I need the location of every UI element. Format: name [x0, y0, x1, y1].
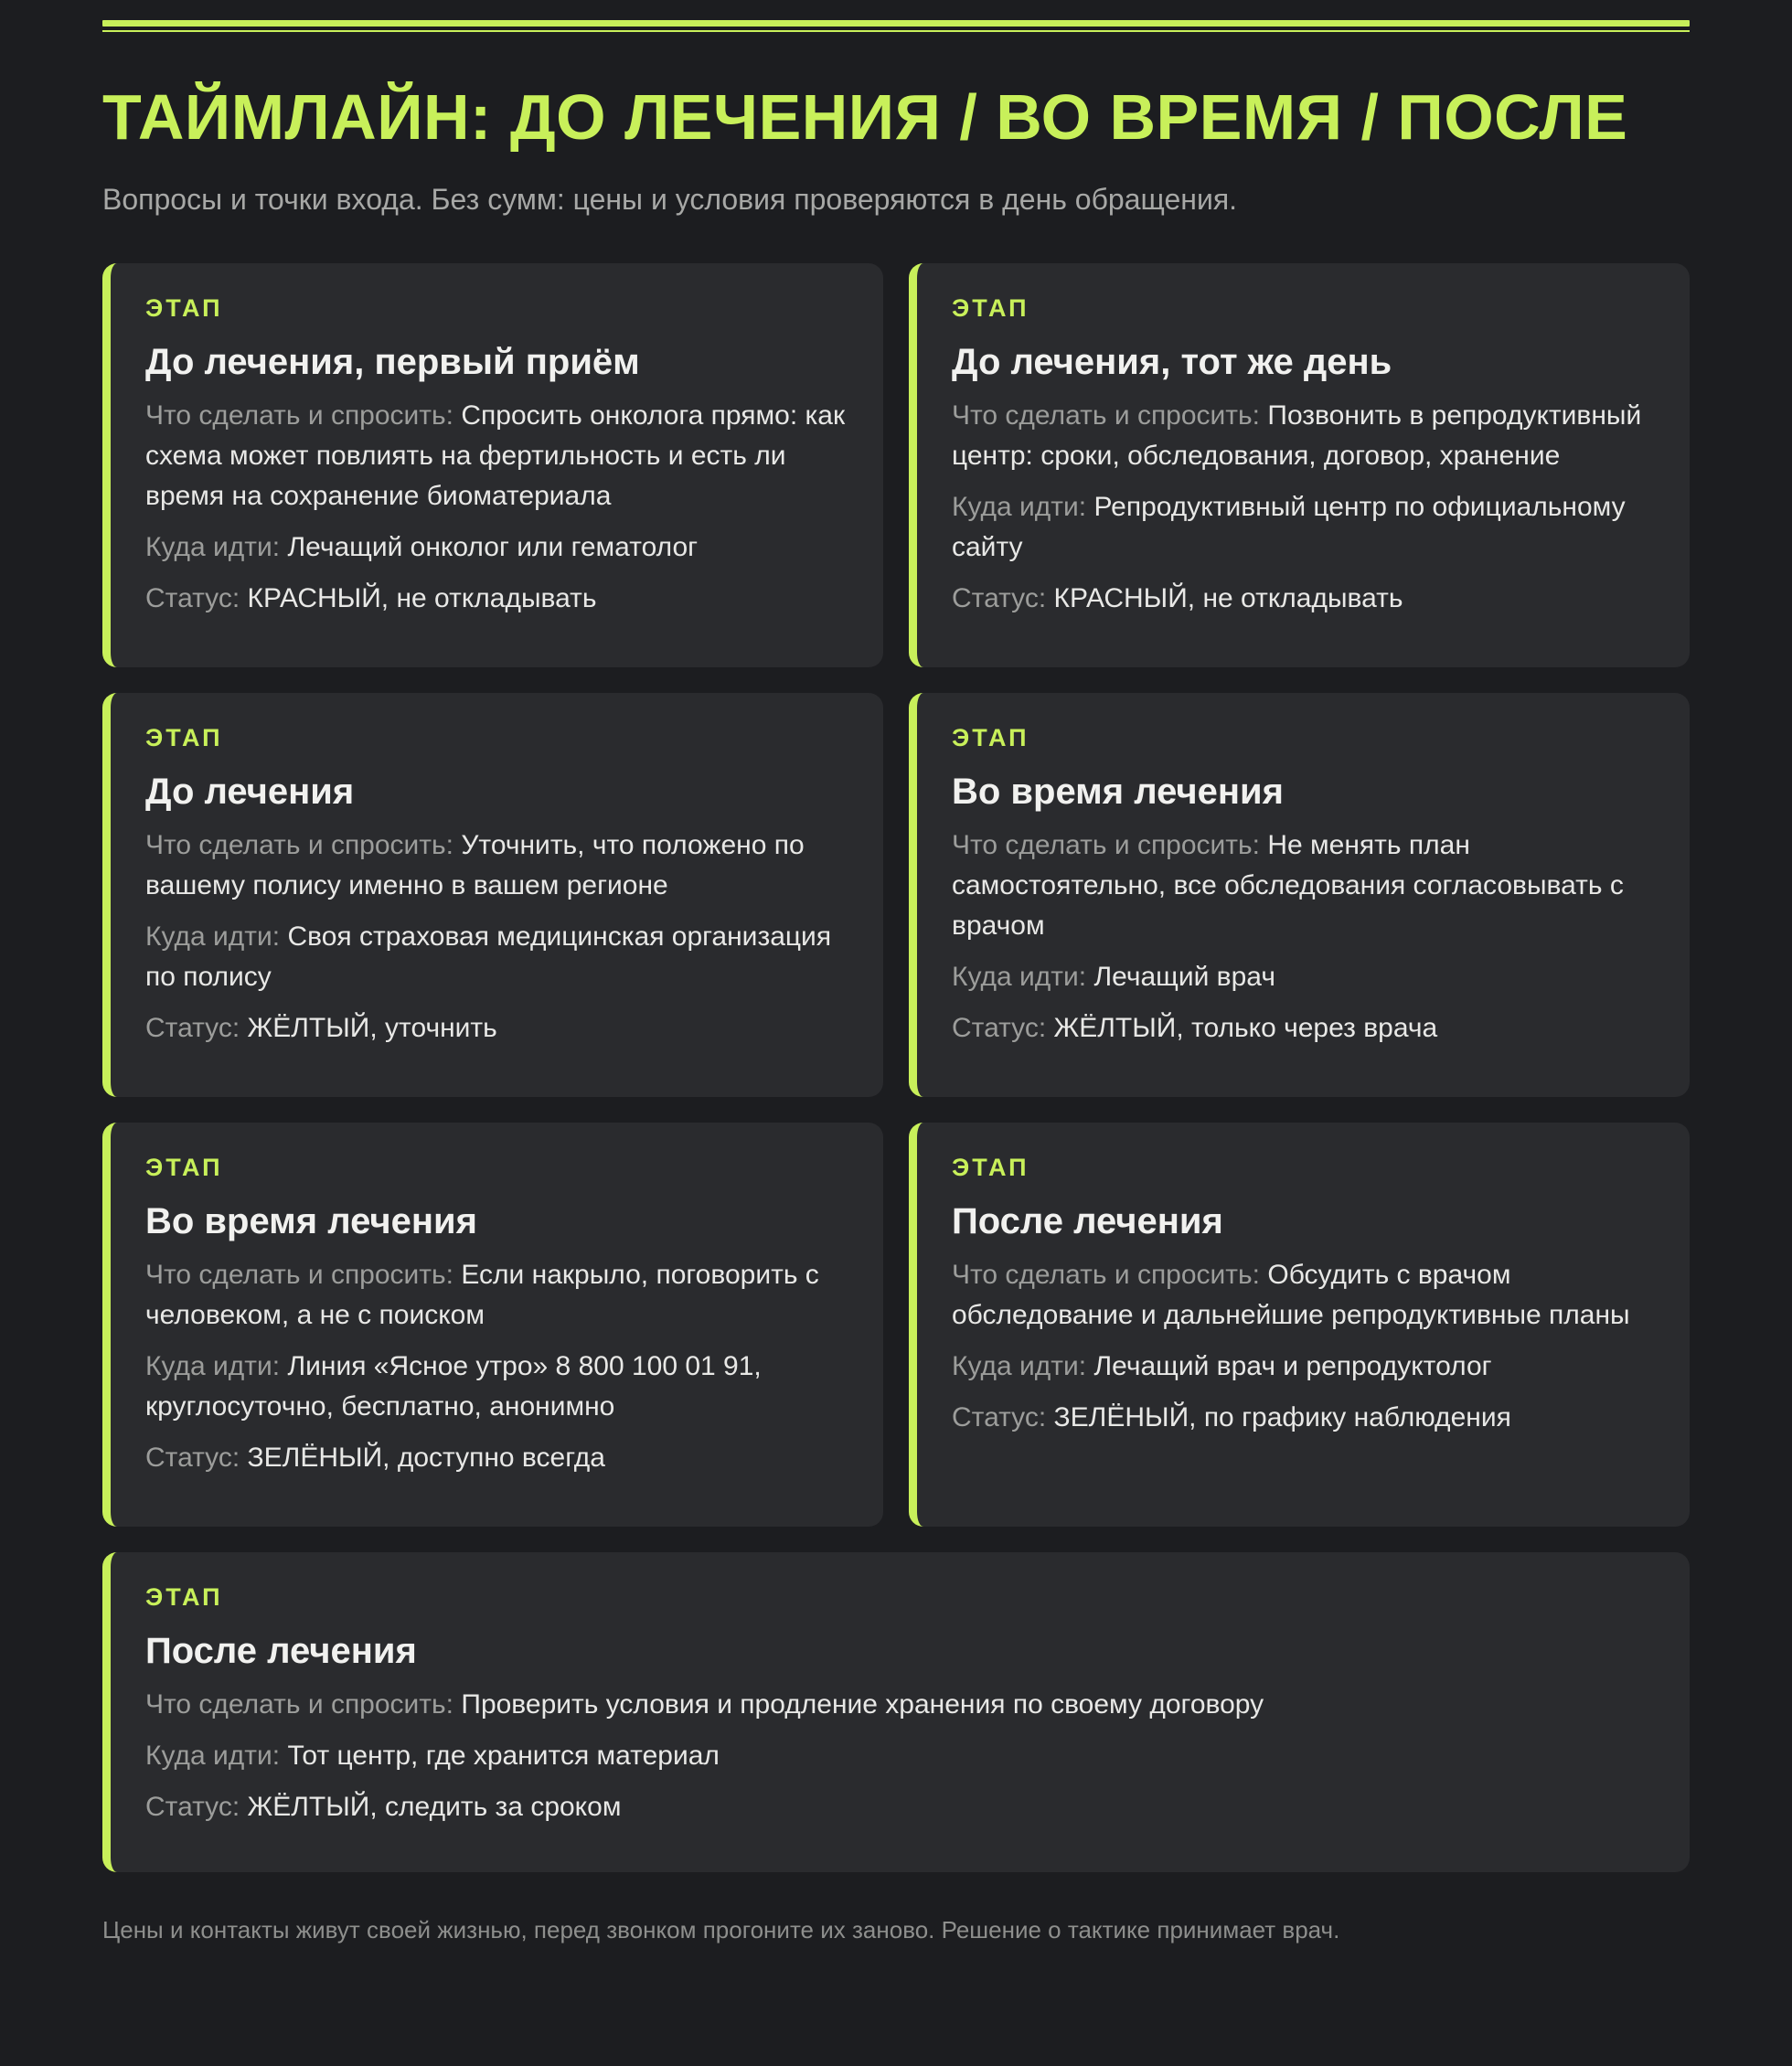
stage-status	[145, 579, 850, 619]
stage-eyebrow: ЭТАП	[145, 294, 223, 323]
stage-action	[952, 825, 1657, 946]
stage-eyebrow: ЭТАП	[952, 294, 1029, 323]
page	[102, 0, 1690, 1872]
status-value: ЗЕЛЁНЫЙ, доступно всегда	[247, 1443, 605, 1474]
stage-title: После лечения	[145, 1631, 417, 1672]
stage-where	[145, 1347, 850, 1427]
action-value: Не менять план самостоятельно, все обследования согласовывать с врачом	[952, 830, 1624, 942]
status-value: ЗЕЛЁНЫЙ, по графику наблюдения	[1053, 1402, 1511, 1433]
status-value: ЖЁЛТЫЙ, следить за сроком	[247, 1792, 622, 1823]
stage-eyebrow: ЭТАП	[145, 1154, 223, 1182]
where-value: Репродуктивный центр по официальному сайту	[952, 492, 1626, 563]
action-label: Что сделать и спросить:	[145, 400, 454, 431]
stage-title: Во время лечения	[145, 1201, 477, 1242]
status-label: Статус:	[952, 583, 1047, 614]
top-rule-thin	[102, 30, 1690, 32]
where-label: Куда идти:	[145, 921, 281, 953]
stage-title: До лечения, первый приём	[145, 342, 640, 383]
stage-card	[102, 1123, 883, 1527]
status-value: ЖЁЛТЫЙ, только через врача	[1053, 1013, 1438, 1044]
where-value: Тот центр, где хранится материал	[287, 1741, 720, 1772]
status-label: Статус:	[145, 1443, 240, 1474]
action-value: Уточнить, что положено по вашему полису именно в вашем регионе	[145, 830, 805, 901]
where-value: Лечащий врач и репродуктолог	[1093, 1351, 1492, 1382]
where-label: Куда идти:	[145, 532, 281, 563]
status-label: Статус:	[952, 1402, 1047, 1433]
action-label: Что сделать и спросить:	[145, 1260, 454, 1291]
stage-action	[145, 825, 850, 906]
action-value: Если накрыло, поговорить с человеком, а не с поиском	[145, 1260, 819, 1331]
stage-action	[952, 396, 1657, 476]
stage-card	[102, 693, 883, 1097]
stage-where	[145, 917, 850, 997]
action-label: Что сделать и спросить:	[952, 400, 1261, 431]
footnote: Цены и контакты живут своей жизнью, перед звонком прогоните их заново. Решение о тактике принимает врач.	[102, 1916, 1340, 1944]
status-value: КРАСНЫЙ, не откладывать	[247, 583, 597, 614]
where-value: Своя страховая медицинская организация по полису	[145, 921, 832, 993]
top-rule	[102, 20, 1690, 27]
where-label: Куда идти:	[952, 962, 1087, 993]
page-subtitle: Вопросы и точки входа. Без сумм: цены и условия проверяются в день обращения.	[102, 183, 1238, 216]
stage-card	[102, 1552, 1690, 1872]
stage-where	[145, 527, 850, 568]
where-label: Куда идти:	[952, 492, 1087, 523]
stage-card	[909, 263, 1690, 667]
stage-eyebrow: ЭТАП	[952, 1154, 1029, 1182]
stage-status	[952, 1398, 1657, 1438]
where-label: Куда идти:	[145, 1351, 281, 1382]
stage-title: Во время лечения	[952, 772, 1284, 813]
stage-status	[145, 1008, 850, 1049]
timeline-grid	[102, 263, 1690, 1872]
stage-eyebrow: ЭТАП	[952, 724, 1029, 752]
stage-status	[952, 1008, 1657, 1049]
stage-title: До лечения, тот же день	[952, 342, 1392, 383]
status-value: ЖЁЛТЫЙ, уточнить	[247, 1013, 497, 1044]
where-value: Лечащий врач	[1093, 962, 1275, 993]
stage-where	[952, 487, 1657, 568]
action-value: Позвонить в репродуктивный центр: сроки, обследования, договор, хранение	[952, 400, 1642, 472]
action-label: Что сделать и спросить:	[145, 830, 454, 861]
where-label: Куда идти:	[952, 1351, 1087, 1382]
stage-where	[145, 1736, 1657, 1776]
stage-status	[145, 1787, 1657, 1827]
status-label: Статус:	[145, 1792, 240, 1823]
where-label: Куда идти:	[145, 1741, 281, 1772]
action-value: Обсудить с врачом обследование и дальнейшие репродуктивные планы	[952, 1260, 1630, 1331]
where-value: Линия «Ясное утро» 8 800 100 01 91, круглосуточно, бесплатно, анонимно	[145, 1351, 762, 1422]
page-title: ТАЙМЛАЙН: ДО ЛЕЧЕНИЯ / ВО ВРЕМЯ / ПОСЛЕ	[102, 81, 1628, 153]
stage-action	[145, 1255, 850, 1336]
stage-action	[145, 1685, 1657, 1725]
stage-where	[952, 1347, 1657, 1387]
stage-status	[145, 1438, 850, 1478]
stage-status	[952, 579, 1657, 619]
stage-card	[909, 1123, 1690, 1527]
stage-eyebrow: ЭТАП	[145, 1583, 223, 1612]
status-label: Статус:	[145, 583, 240, 614]
status-label: Статус:	[952, 1013, 1047, 1044]
action-label: Что сделать и спросить:	[145, 1689, 454, 1720]
stage-card	[102, 263, 883, 667]
action-value: Проверить условия и продление хранения по своему договору	[461, 1689, 1264, 1720]
status-value: КРАСНЫЙ, не откладывать	[1053, 583, 1403, 614]
stage-title: После лечения	[952, 1201, 1223, 1242]
stage-action	[952, 1255, 1657, 1336]
action-label: Что сделать и спросить:	[952, 830, 1261, 861]
where-value: Лечащий онколог или гематолог	[287, 532, 699, 563]
stage-eyebrow: ЭТАП	[145, 724, 223, 752]
stage-card	[909, 693, 1690, 1097]
stage-title: До лечения	[145, 772, 355, 813]
stage-where	[952, 957, 1657, 997]
stage-action	[145, 396, 850, 516]
action-value: Спросить онколога прямо: как схема может повлиять на фертильность и есть ли время на сохранение биоматериала	[145, 400, 846, 512]
status-label: Статус:	[145, 1013, 240, 1044]
action-label: Что сделать и спросить:	[952, 1260, 1261, 1291]
